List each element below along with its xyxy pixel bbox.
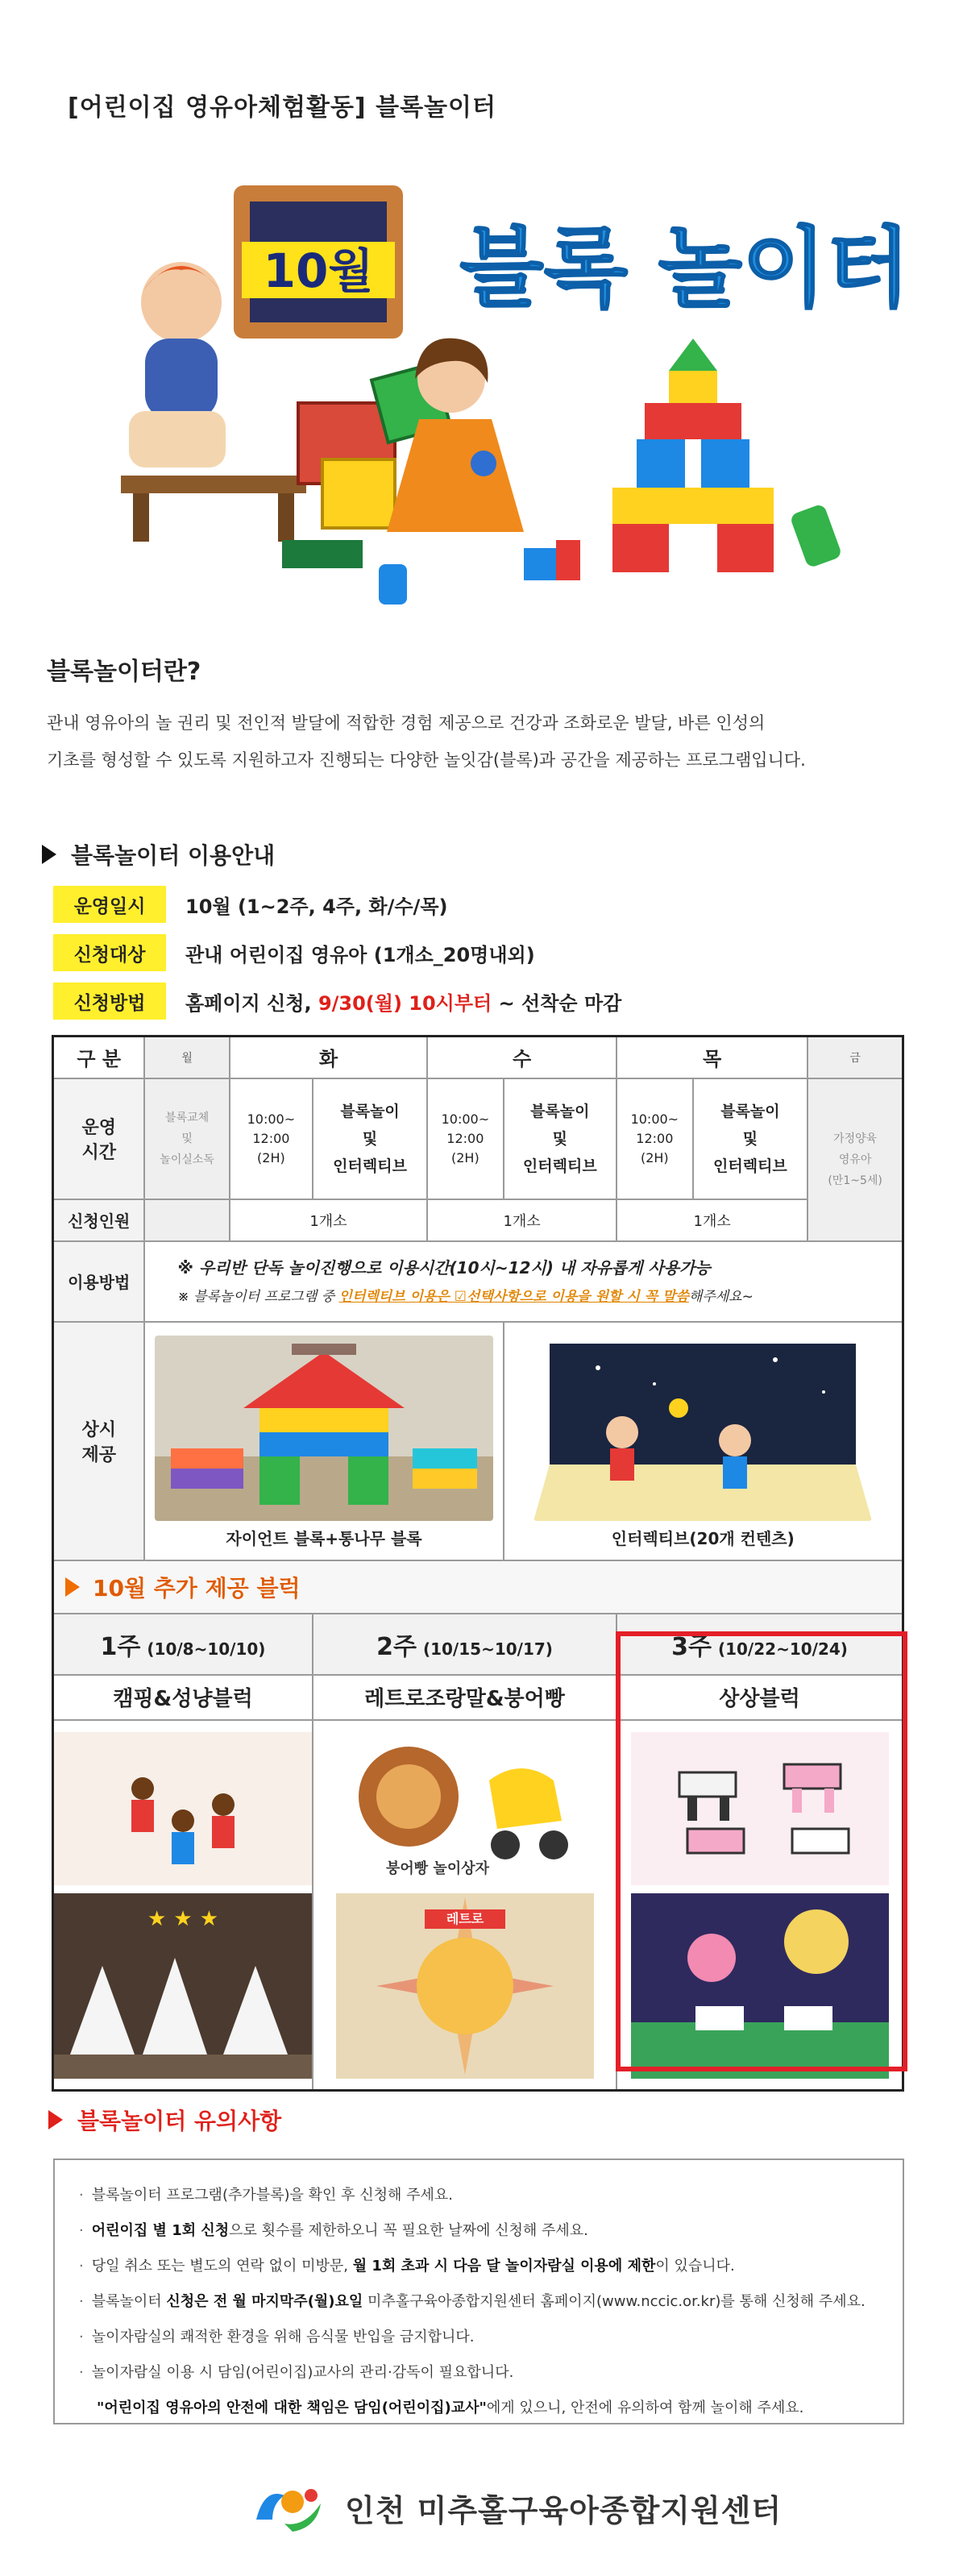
method-text: 해주세요~ bbox=[688, 1288, 754, 1305]
week-dates: (10/15~10/17) bbox=[422, 1639, 553, 1659]
notice-bold: 어린이집 별 1회 신청 bbox=[91, 2222, 230, 2239]
bench-top bbox=[121, 476, 306, 493]
block-green bbox=[282, 540, 363, 568]
week-image-row bbox=[53, 1720, 903, 2091]
week-dates: (10/8~10/10) bbox=[147, 1639, 266, 1659]
org-logo-icon bbox=[248, 2479, 329, 2536]
week-3-title bbox=[616, 1614, 903, 1675]
bench-leg bbox=[278, 493, 294, 542]
hero-art bbox=[0, 161, 959, 629]
week-2-title bbox=[313, 1614, 616, 1675]
time-line: (2H) bbox=[450, 1149, 480, 1165]
row-label-method: 이용방법 bbox=[53, 1241, 145, 1322]
info-value-part: ~ 선착순 마감 bbox=[492, 991, 622, 1015]
notice-heading-text: 블록놀이터 유의사항 bbox=[77, 2108, 282, 2134]
info-row-method bbox=[53, 982, 621, 1020]
week-1-name: 캠핑&성냥블럭 bbox=[53, 1675, 313, 1720]
svg-text:★ ★ ★: ★ ★ ★ bbox=[147, 1906, 219, 1931]
extra-heading: 10월 추가 제공 블럭 bbox=[93, 1574, 301, 1602]
note-line: 놀이실소독 bbox=[160, 1153, 214, 1166]
time-line: (2H) bbox=[640, 1149, 669, 1165]
notice-item bbox=[79, 2213, 878, 2249]
intro-line-1: 관내 영유아의 놀 권리 및 전인적 발달에 적합한 경험 제공으로 건강과 조화로운 발달, 바른 인성의 bbox=[47, 713, 766, 733]
block-house-image bbox=[155, 1336, 493, 1521]
tue-program bbox=[313, 1078, 427, 1199]
notice-item bbox=[79, 2391, 878, 2426]
castle-block bbox=[717, 524, 774, 572]
permanent-cell-interactive bbox=[504, 1322, 903, 1560]
notice-bold: 월 1회 초과 시 다음 달 놀이자람실 이용에 제한 bbox=[352, 2258, 656, 2275]
block-yellow bbox=[322, 459, 395, 528]
info-value: 10월 (1~2주, 4주, 화/수/목) bbox=[185, 895, 448, 918]
interactive-image bbox=[533, 1336, 872, 1521]
wed-capacity: 1개소 bbox=[427, 1199, 616, 1241]
note-line: 가정양육 bbox=[833, 1132, 878, 1145]
method-line-2 bbox=[177, 1283, 902, 1311]
program-line: 블록놀이 bbox=[720, 1102, 780, 1120]
photo-caption: 자이언트 블록+통나무 블록 bbox=[226, 1529, 422, 1548]
week-title-row bbox=[53, 1614, 903, 1675]
castle-cylinder bbox=[789, 503, 842, 568]
method-line-1: ※ 우리반 단독 놀이진행으로 이용시간(10시~12시) 내 자유롭게 사용가능 bbox=[177, 1257, 711, 1278]
small-cylinder bbox=[379, 564, 407, 605]
program-line: 및 bbox=[362, 1129, 378, 1148]
week-2-images bbox=[313, 1720, 616, 2091]
row-label-line: 제공 bbox=[81, 1444, 116, 1465]
row-label-line: 시간 bbox=[81, 1142, 116, 1163]
notice-text: 놀이자람실 이용 시 담임(어린이집)교사의 관리·감독이 필요합니다. bbox=[91, 2364, 514, 2381]
notice-item bbox=[79, 2320, 878, 2355]
extra-heading-cell bbox=[53, 1560, 903, 1614]
info-value: 관내 어린이집 영유아 (1개소_20명내외) bbox=[185, 943, 535, 966]
interactive-photo bbox=[533, 1336, 872, 1521]
fri-note bbox=[807, 1078, 903, 1241]
time-line: 10:00~ bbox=[630, 1111, 679, 1127]
bench-leg bbox=[133, 493, 149, 542]
time-line: (2H) bbox=[257, 1149, 285, 1165]
time-line: 12:00 bbox=[252, 1130, 290, 1146]
castle-block bbox=[669, 371, 717, 403]
castle-block bbox=[645, 403, 741, 439]
week-dates: (10/22~10/24) bbox=[717, 1639, 848, 1659]
page-title: [어린이집 영유아체험활동] 블록놀이터 bbox=[68, 93, 496, 122]
camping-block-images bbox=[54, 1732, 312, 2079]
col-header: 구 분 bbox=[53, 1037, 145, 1078]
info-value bbox=[185, 987, 621, 1016]
notice-text: 으로 횟수를 제한하오니 꼭 필요한 날짜에 신청해 주세요. bbox=[229, 2222, 588, 2239]
wed-program bbox=[504, 1078, 617, 1199]
table-row-capacity bbox=[53, 1199, 903, 1241]
program-line: 블록놀이 bbox=[340, 1102, 400, 1120]
program-line: 인터렉티브 bbox=[333, 1157, 407, 1175]
week-2-name: 레트로조랑말&붕어빵 bbox=[313, 1675, 616, 1720]
info-label: 신청방법 bbox=[53, 983, 166, 1020]
girl-bow bbox=[471, 451, 496, 476]
intro-section bbox=[47, 651, 917, 779]
castle-block bbox=[637, 439, 685, 488]
notice-item bbox=[79, 2355, 878, 2391]
schedule-table bbox=[52, 1035, 904, 2092]
note-line: (만1~5세) bbox=[828, 1174, 882, 1187]
thu-time bbox=[616, 1078, 693, 1199]
notice-item bbox=[79, 2249, 878, 2284]
hero-month: 10월 bbox=[263, 243, 374, 298]
week-name-row bbox=[53, 1675, 903, 1720]
small-block bbox=[556, 540, 580, 580]
table-header-row bbox=[53, 1037, 903, 1078]
notice-text: 미추홀구육아종합지원센터 홈페이지(www.nccic.or.kr)를 통해 신청해 주세요. bbox=[363, 2293, 866, 2310]
wed-time bbox=[427, 1078, 503, 1199]
boy-shirt bbox=[145, 339, 218, 419]
boy-shorts bbox=[129, 411, 226, 467]
hero-headline: 블록 놀이터 bbox=[459, 218, 911, 319]
guide-heading bbox=[42, 838, 275, 870]
day-tue: 화 bbox=[230, 1037, 427, 1078]
time-line: 10:00~ bbox=[441, 1111, 490, 1127]
tue-capacity: 1개소 bbox=[230, 1199, 427, 1241]
mon-note bbox=[144, 1078, 229, 1199]
notice-text: 블록놀이터 프로그램(추가블록)을 확인 후 신청해 주세요. bbox=[91, 2187, 454, 2204]
permanent-cell-blocks bbox=[144, 1322, 503, 1560]
week-1-images bbox=[53, 1720, 313, 2091]
week-title: 1주 bbox=[100, 1632, 141, 1661]
mon-capacity bbox=[144, 1199, 229, 1241]
program-line: 블록놀이 bbox=[530, 1102, 590, 1120]
week-1-title bbox=[53, 1614, 313, 1675]
thu-program bbox=[693, 1078, 808, 1199]
program-line: 및 bbox=[552, 1129, 567, 1148]
castle-block bbox=[701, 439, 749, 488]
time-line: 12:00 bbox=[446, 1130, 484, 1146]
program-line: 및 bbox=[742, 1129, 758, 1148]
row-label-line: 상시 bbox=[81, 1419, 116, 1440]
notice-bold: "어린이집 영유아의 안전에 대한 책임은 담임(어린이집)교사" bbox=[97, 2399, 487, 2416]
method-text: ※ 블록놀이터 프로그램 중 bbox=[177, 1288, 339, 1305]
notice-text: 블록놀이터 bbox=[91, 2293, 167, 2310]
time-line: 10:00~ bbox=[247, 1111, 296, 1127]
day-fri: 금 bbox=[807, 1037, 903, 1078]
info-row-schedule bbox=[53, 885, 621, 924]
thu-capacity: 1개소 bbox=[616, 1199, 807, 1241]
note-line: 영유아 bbox=[838, 1153, 872, 1166]
extra-heading-row bbox=[53, 1560, 903, 1614]
day-mon: 월 bbox=[144, 1037, 229, 1078]
org-name: 인천 미추홀구육아종합지원센터 bbox=[345, 2492, 783, 2528]
triangle-bullet-icon bbox=[65, 1577, 80, 1597]
retro-sign: 레트로 bbox=[446, 1910, 484, 1926]
photo-caption: 인터렉티브(20개 컨텐츠) bbox=[611, 1529, 795, 1548]
info-label: 신청대상 bbox=[53, 934, 166, 971]
row-label-op-time bbox=[53, 1078, 145, 1199]
note-line: 및 bbox=[181, 1132, 193, 1145]
notice-text: 에게 있으니, 안전에 유의하여 함께 놀이해 주세요. bbox=[486, 2399, 804, 2416]
apply-start-date: 9/30(월) 10시부터 bbox=[318, 991, 492, 1015]
notice-item bbox=[79, 2178, 878, 2213]
tue-time bbox=[230, 1078, 313, 1199]
day-thu: 목 bbox=[616, 1037, 807, 1078]
info-label: 운영일시 bbox=[53, 886, 166, 923]
notice-bold: 신청은 전 월 마지막주(월)요일 bbox=[166, 2293, 363, 2310]
hero-illustration bbox=[0, 161, 959, 629]
program-line: 인터렉티브 bbox=[522, 1157, 597, 1175]
table-row-permanent bbox=[53, 1322, 903, 1560]
week-title: 3주 bbox=[671, 1632, 712, 1661]
time-line: 12:00 bbox=[636, 1130, 674, 1146]
table-row-time bbox=[53, 1078, 903, 1199]
note-line: 블록교체 bbox=[165, 1111, 210, 1124]
table-row-method bbox=[53, 1241, 903, 1322]
imagination-block-images bbox=[631, 1732, 889, 2079]
intro-heading: 블록놀이터란? bbox=[47, 658, 201, 686]
guide-heading-text: 블록놀이터 이용안내 bbox=[71, 842, 276, 869]
row-label-permanent bbox=[53, 1322, 145, 1560]
day-wed: 수 bbox=[427, 1037, 616, 1078]
row-label-capacity: 신청인원 bbox=[53, 1199, 145, 1241]
castle-roof bbox=[669, 339, 717, 371]
notice-item bbox=[79, 2284, 878, 2320]
castle-block bbox=[612, 524, 669, 572]
footer bbox=[248, 2479, 782, 2536]
notice-text: 놀이자람실의 쾌적한 환경을 위해 음식물 반입을 금지합니다. bbox=[91, 2329, 475, 2345]
notice-box bbox=[53, 2158, 904, 2424]
fishbread-caption: 붕어빵 놀이상자 bbox=[385, 1859, 489, 1877]
week-3-name: 상상블럭 bbox=[616, 1675, 903, 1720]
small-block bbox=[524, 548, 556, 580]
notice-list bbox=[79, 2178, 878, 2426]
info-row-target bbox=[53, 933, 621, 972]
week-title: 2주 bbox=[376, 1632, 417, 1661]
program-line: 인터렉티브 bbox=[713, 1157, 787, 1175]
week-3-images bbox=[616, 1720, 903, 2091]
row-label-line: 운영 bbox=[81, 1117, 116, 1138]
notice-text: 당일 취소 또는 별도의 연락 없이 미방문, bbox=[91, 2258, 353, 2275]
retro-block-images bbox=[336, 1732, 594, 2079]
castle-block bbox=[612, 488, 774, 524]
info-value-part: 홈페이지 신청, bbox=[185, 991, 318, 1015]
guide-info-rows bbox=[53, 885, 621, 1030]
notice-text: 이 있습니다. bbox=[655, 2258, 735, 2275]
triangle-bullet-icon bbox=[42, 845, 56, 864]
giant-block-photo bbox=[155, 1336, 493, 1521]
intro-line-2: 기초를 형성할 수 있도록 지원하고자 진행되는 다양한 놀잇감(블록)과 공간을 제공하는 프로그램입니다. bbox=[47, 750, 806, 770]
boy-head bbox=[141, 262, 222, 343]
method-cell bbox=[144, 1241, 903, 1322]
notice-heading bbox=[48, 2104, 281, 2136]
method-highlight: 인터렉티브 이용은 ☑선택사항으로 이용을 원할 시 꼭 말씀 bbox=[338, 1288, 689, 1305]
triangle-bullet-icon bbox=[48, 2110, 63, 2129]
